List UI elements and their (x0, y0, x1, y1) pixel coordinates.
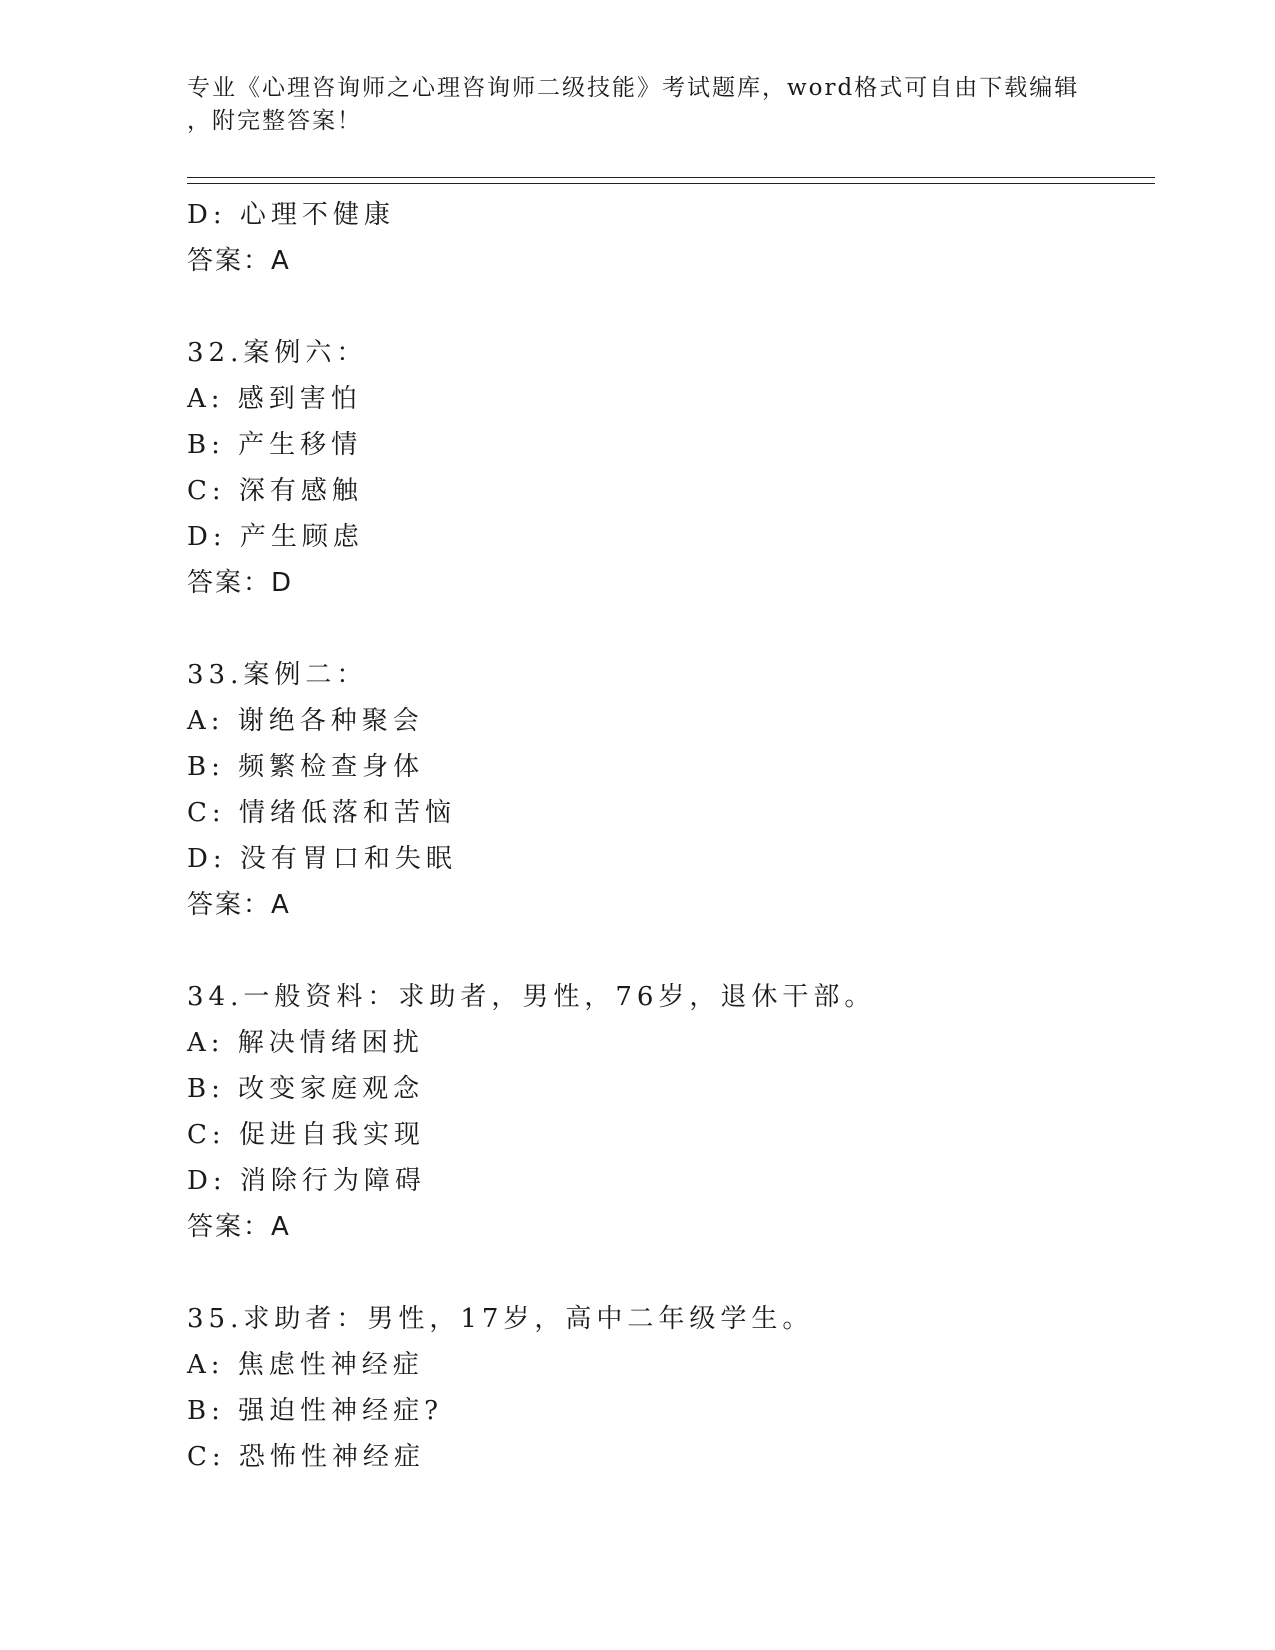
option-c: C: 恐怖性神经症 (187, 1442, 425, 1472)
option-b: B: 改变家庭观念 (187, 1074, 425, 1104)
option-b: B: 强迫性神经症? (187, 1396, 444, 1426)
document-header (187, 72, 1087, 138)
question-list (187, 192, 1137, 1480)
header-line-1: 专业《心理咨询师之心理咨询师二级技能》考试题库，word格式可自由下载编辑 (187, 75, 1080, 101)
answer-line: 答案：A (187, 890, 291, 920)
option-b: B: 频繁检查身体 (187, 752, 425, 782)
option-d: D: 消除行为障碍 (187, 1166, 426, 1196)
question-spacer (187, 1250, 1137, 1296)
question-stem: 32.案例六： (187, 338, 368, 368)
option-d: D: 产生顾虑 (187, 522, 364, 552)
question-stem: 33.案例二： (187, 660, 368, 690)
answer-line: 答案：A (187, 1212, 291, 1242)
answer-line: 答案：A (187, 246, 291, 276)
question-stem: 35.求助者：男性，17岁，高中二年级学生。 (187, 1304, 814, 1334)
option-c: C: 促进自我实现 (187, 1120, 425, 1150)
option-b: B: 产生移情 (187, 430, 363, 460)
question-spacer (187, 928, 1137, 974)
question-spacer (187, 606, 1137, 652)
option-a: A: 感到害怕 (187, 384, 362, 414)
option-c: C: 深有感触 (187, 476, 363, 506)
option-d: D: 心理不健康 (187, 200, 395, 230)
header-divider-bottom (187, 183, 1155, 184)
option-a: A: 焦虑性神经症 (187, 1350, 424, 1380)
option-a: A: 解决情绪困扰 (187, 1028, 424, 1058)
option-d: D: 没有胃口和失眠 (187, 844, 457, 874)
header-line-2: ，附完整答案！ (187, 108, 362, 134)
answer-line: 答案：D (187, 568, 294, 598)
question-spacer (187, 284, 1137, 330)
question-stem: 34.一般资料：求助者，男性，76岁，退休干部。 (187, 982, 876, 1012)
option-a: A: 谢绝各种聚会 (187, 706, 424, 736)
option-c: C: 情绪低落和苦恼 (187, 798, 456, 828)
header-divider-top (187, 177, 1155, 178)
